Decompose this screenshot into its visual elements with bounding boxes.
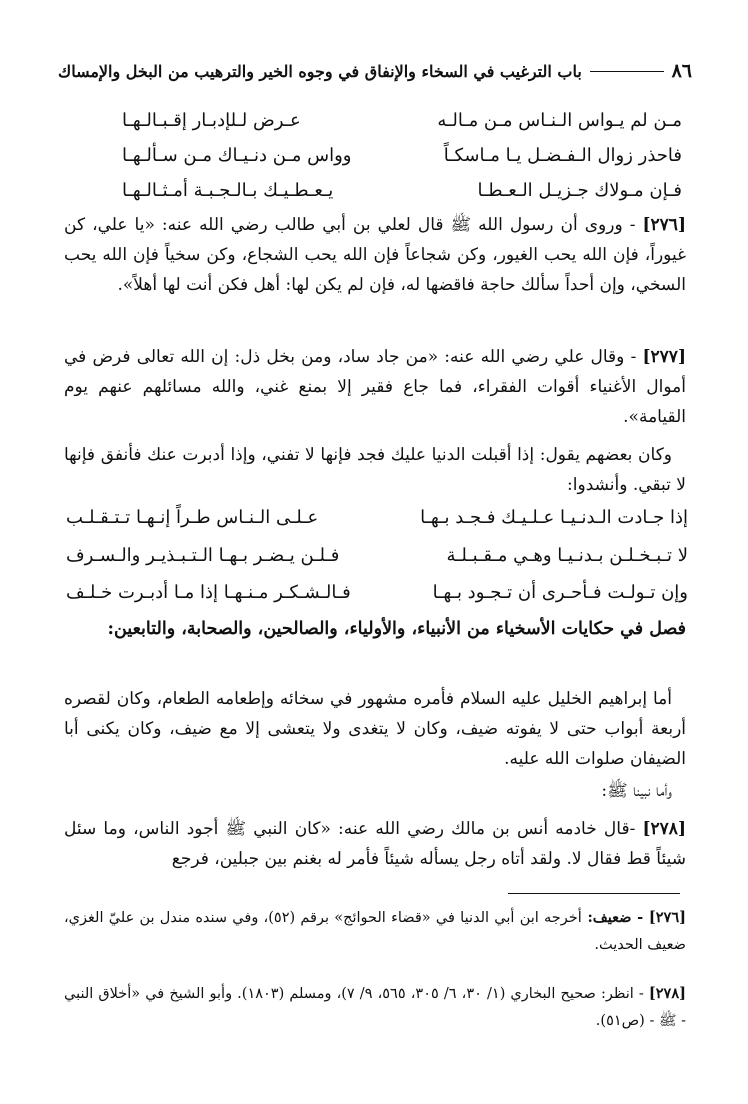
footnote-278 (64, 980, 686, 1035)
section-heading: فصل في حكايات الأسخياء من الأنبياء، والأولياء، والصالحين، والصحابة، والتابعين: (107, 619, 686, 639)
hadith-number: [٢٧٨] (642, 819, 686, 839)
hadith-276 (64, 210, 686, 300)
footnote-separator (508, 893, 680, 894)
verse-second-hemistich: فـالـشـكـر مـنـهـا إذا مـا أدبـرت خـلـف (66, 582, 351, 603)
paragraph-some-said: وكان بعضهم يقول: إذا أقبلت الدنيا عليك فجد فإنها لا تفني، وإذا أدبرت عنك فأنفق فإنها لا تبقي. وأنشدوا: (64, 445, 686, 495)
verse-first-hemistich: وإن تـولـت فـأحـرى أن تـجـود بـهـا (432, 582, 688, 603)
footnote-number: [٢٧٨] (648, 985, 687, 1002)
verse-first-hemistich: فـإن مـولاك جـزيـل الـعـطـا (477, 180, 682, 201)
verse-second-hemistich: عـلـى الـنـاس طـراً إنـهـا تـتـقـلـب (66, 507, 319, 528)
verse-first-hemistich: فاحذر زوال الـفـضـل يـا مـاسكـاً (443, 145, 682, 166)
verse-second-hemistich: وواس مـن دنـيـاك مـن سـألـهـا (122, 145, 352, 166)
poem-verse (122, 145, 682, 177)
poem-verse (66, 507, 688, 539)
header-rule (590, 71, 664, 72)
footnote-dash: - (633, 986, 649, 1002)
running-header (58, 56, 692, 86)
hadith-number: [٢٧٧] (642, 347, 686, 367)
poem-verse (66, 582, 688, 614)
footnote-276 (64, 904, 686, 959)
verse-first-hemistich: لا تـبـخـلـن بـدنـيـا وهـي مـقـبـلـة (446, 545, 688, 566)
paragraph-our-prophet: وأما نبينا ﷺ: (601, 781, 672, 801)
hadith-text: - وروى أن رسول الله ﷺ قال لعلي بن أبي طالب رضي الله عنه: «يا علي، كن غيوراً، فإن الله يحب الغيور، وكن شجاعاً فإن الله يحب الشجاع، وكن سخياً فإن الله يحب السخي، وإن أحداً سألك حاجة فاقضها له، فإن لم يكن لها: أهل فكن أنت لها أهلاً». (64, 215, 686, 295)
hadith-text: -قال خادمه أنس بن مالك رضي الله عنه: «كان النبي ﷺ أجود الناس، وما سئل شيئاً قط فقال لا. ولقد أتاه رجل يسأله شيئاً فأمر له بغنم بين جبلين، فرجع (64, 819, 686, 869)
poem-verse (66, 545, 688, 577)
footnote-grade: - ضعيف: (581, 909, 649, 926)
verse-second-hemistich: فـلـن يـضـر بـهـا الـتـبـذيـر والـسـرف (66, 545, 340, 566)
hadith-number: [٢٧٦] (642, 215, 686, 235)
verse-second-hemistich: عـرض لـلإدبـار إقـبـالـهـا (122, 110, 301, 131)
verse-first-hemistich: إذا جـادت الـدنـيـا عـلـيـك فـجـد بـهـا (420, 507, 688, 528)
poem-verse (122, 110, 682, 142)
verse-second-hemistich: يـعـطـيـك بـالـجـبـة أمـثـالـهـا (122, 180, 334, 201)
paragraph-ibrahim: أما إبراهيم الخليل عليه السلام فأمره مشهور في سخائه وإطعامه الطعام، وكان لقصره أربعة أبواب حتى لا يفوته ضيف، وكان لا يتغدى ولا يتعشى إلا مع ضيف، وكان يكنى أبا الضيفان صلوات الله عليه. (64, 689, 686, 769)
hadith-text: - وقال علي رضي الله عنه: «من جاد ساد، ومن بخل ذل: إن الله تعالى فرض في أموال الأغنياء أقوات الفقراء، فما جاع فقير إلا بمنع غني، والله مسائلهم عنهم يوم القيامة». (64, 347, 686, 427)
page-number: ٨٦ (671, 60, 692, 82)
poem-verse (122, 180, 682, 212)
hadith-278 (64, 814, 686, 874)
footnote-text: انظر: صحيح البخاري (١/ ٣٠، ٦/ ٣٠٥، ٥٦٥، ٩/ ٧)، ومسلم (١٨٠٣). وأبو الشيخ في «أخلاق النبي - ﷺ - (ص٥١). (64, 986, 686, 1029)
chapter-title: باب الترغيب في السخاء والإنفاق في وجوه الخير والترهيب من البخل والإمساك (58, 61, 582, 81)
verse-first-hemistich: مـن لم يـواس الـنـاس مـن مـالـه (437, 110, 682, 131)
footnote-text: أخرجه ابن أبي الدنيا في «قضاء الحوائج» برقم (٥٢)، وفي سنده مندل بن عليّ الغزي، ضعيف الحديث. (64, 910, 686, 953)
footnote-number: [٢٧٦] (648, 909, 686, 926)
hadith-277 (64, 342, 686, 432)
